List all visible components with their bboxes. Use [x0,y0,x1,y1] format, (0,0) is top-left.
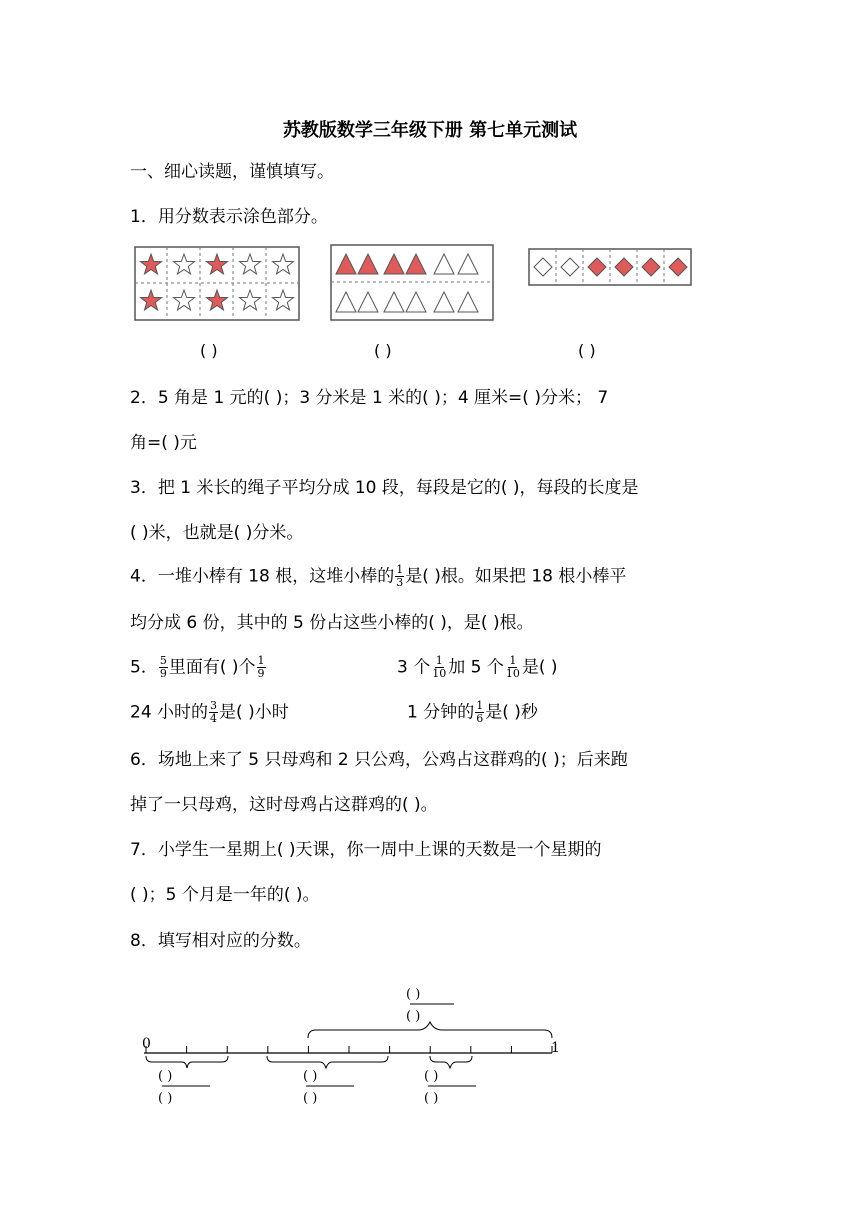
question-3-line-2: ( )米，也就是( )分米。 [130,523,304,543]
section-heading: 一、细心读题，谨慎填写。 [130,162,334,182]
triangle [336,292,356,312]
zero-label: 0 [142,1036,151,1052]
question-2-line-2: 角=( )元 [130,433,197,453]
star [240,254,261,274]
shaded-diamond [615,258,633,276]
question-8: 8．填写相对应的分数。 [130,931,311,951]
brace-1 [146,1056,228,1068]
star [273,290,294,310]
fraction-blank-3-num[interactable]: ( ) [424,1069,439,1084]
fraction: $\frac{1}{10}$ [505,654,520,680]
question-2-line-1: 2．5 角是 1 元的( )；3 分米是 1 米的( )；4 厘米=( )分米； 7 [130,388,609,408]
shaded-star [141,254,162,274]
question-5-part-b: 3 个 $\frac{1}{10}$ 加 5 个 $\frac{1}{10}$ 是( ) [397,654,558,680]
top-brace [308,1022,552,1038]
fraction: $\frac{1}{10}$ [432,654,447,680]
question-3-line-1: 3．把 1 米长的绳子平均分成 10 段，每段是它的( )，每段的长度是 [130,478,639,498]
one-label: 1 [551,1040,560,1056]
shaded-triangle [358,254,378,274]
fraction: $\frac{3}{4}$ [210,699,218,725]
triangle [406,292,426,312]
triangle [458,292,478,312]
brace-3 [430,1056,472,1068]
shaded-diamond [642,258,660,276]
triangle [358,292,378,312]
question-5-part-a: 5． $\frac{5}{9}$ 里面有( )个 $\frac{1}{9}$ [130,654,265,680]
fraction-blank-3-den[interactable]: ( ) [424,1091,439,1106]
fraction-blank-2-den[interactable]: ( ) [303,1091,318,1106]
question-5-part-c: 24 小时的 $\frac{3}{4}$ 是( )小时 [130,699,289,725]
diamond-figure [528,248,692,286]
fraction: $\frac{1}{9}$ [257,654,265,680]
fraction: $\frac{1}{6}$ [476,699,484,725]
fraction-blank-2-num[interactable]: ( ) [303,1069,318,1084]
question-1: 1．用分数表示涂色部分。 [130,207,328,227]
q4-text-b: 是( )根。如果把 18 根小棒平 [405,566,627,587]
star [174,290,195,310]
triangle [458,254,478,274]
triangle [384,292,404,312]
fraction-blank-top-num[interactable]: ( ) [406,987,421,1002]
triangle [434,292,454,312]
page-title: 苏教版数学三年级下册 第七单元测试 [282,120,578,141]
question-6-line-1: 6．场地上来了 5 只母鸡和 2 只公鸡，公鸡占这群鸡的( )；后来跑 [130,750,628,770]
shaded-star [141,290,162,310]
question-4-line-1 [130,564,626,589]
q4-text-a: 4．一堆小棒有 18 根，这堆小棒的 [130,566,395,587]
shaded-star [207,254,228,274]
star [174,254,195,274]
answer-blank-2[interactable]: ( ) [374,341,392,360]
diamond [561,258,579,276]
triangle [434,254,454,274]
question-6-line-2: 掉了一只母鸡，这时母鸡占这群鸡的( )。 [130,795,438,815]
number-line-figure [130,980,580,1110]
answer-blank-1[interactable]: ( ) [200,341,218,360]
answer-blank-3[interactable]: ( ) [578,341,596,360]
fraction: $\frac{5}{9}$ [159,654,167,680]
shaded-diamond [669,258,687,276]
shaded-triangle [384,254,404,274]
fraction-blank-1-den[interactable]: ( ) [158,1091,173,1106]
star-figure [134,246,300,321]
question-7-line-1: 7．小学生一星期上( )天课，你一周中上课的天数是一个星期的 [130,840,602,860]
diamond [534,258,552,276]
brace-2 [267,1056,388,1068]
question-5-part-d: 1 分钟的 $\frac{1}{6}$ 是( )秒 [407,699,538,725]
fraction-blank-top-den[interactable]: ( ) [406,1009,421,1024]
shaded-star [207,290,228,310]
shaded-triangle [336,254,356,274]
fraction: $\frac{1}{3}$ [396,563,404,589]
question-7-line-2: ( )；5 个月是一年的( )。 [130,885,320,905]
fraction-blank-1-num[interactable]: ( ) [158,1069,173,1084]
shaded-triangle [406,254,426,274]
triangle-figure [330,244,494,321]
question-4-line-2: 均分成 6 份，其中的 5 份占这些小棒的( )，是( )根。 [130,613,534,633]
shaded-diamond [588,258,606,276]
star [273,254,294,274]
star [240,290,261,310]
